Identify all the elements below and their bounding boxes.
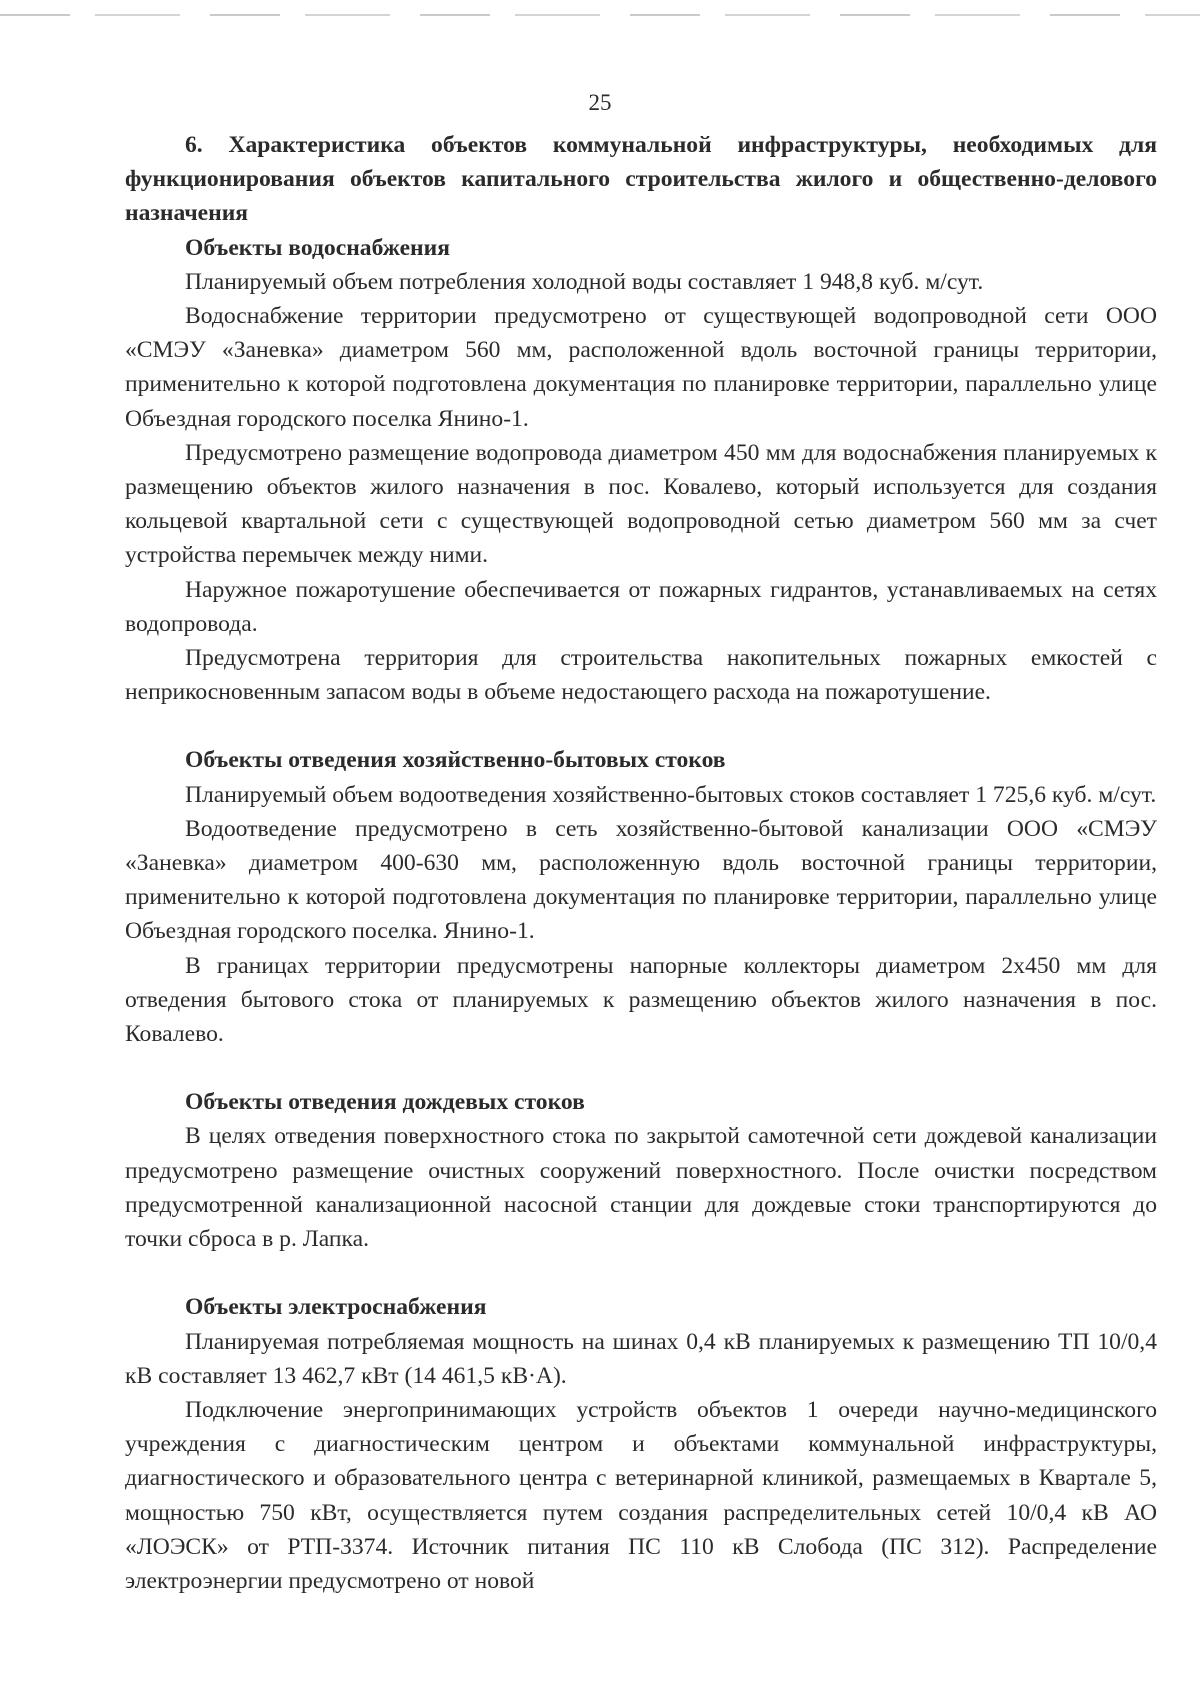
paragraph: Планируемый объем потребления холодной воды составляет 1 948,8 куб. м/сут. [185, 268, 984, 295]
paragraph: В целях отведения поверхностного стока по закрытой самотечной сети дождевой канализации предусмотрено размещение очистных сооружений поверхностного. После очистки посредством предусмотренной канализационной насосной станции для дождевые стоки транспортируются до точки сброса в р. Лапка. [125, 1123, 1157, 1253]
scan-edge-artifact [0, 14, 1200, 16]
paragraph: Водоснабжение территории предусмотрено от существующей водопроводной сети ООО «СМЭУ «Заневка» диаметром 560 мм, расположенной вдоль восточной границы территории, применительно к которой подготовлена документация по планировке территории, параллельно улице Объездная городского поселка Янино-1. [125, 303, 1157, 432]
paragraph: Наружное пожаротушение обеспечивается от пожарных гидрантов, устанавливаемых на сетях водопровода. [125, 576, 1157, 637]
paragraph: Планируемая потребляемая мощность на шинах 0,4 кВ планируемых к размещению ТП 10/0,4 кВ составляет 13 462,7 кВт (14 461,5 кВ·А). [125, 1328, 1157, 1389]
paragraph: Предусмотрено размещение водопровода диаметром 450 мм для водоснабжения планируемых к размещению объектов жилого назначения в пос. Ковалево, который используется для создания кольцевой квартальной сети с существующей водопроводной сетью диаметром 560 мм за счет устройства перемычек между ними. [125, 439, 1157, 569]
paragraph: В границах территории предусмотрены напорные коллекторы диаметром 2х450 мм для отведения бытового стока от планируемых к размещению объектов жилого назначения в пос. Ковалево. [125, 952, 1157, 1048]
document-body [125, 128, 1157, 1598]
subheading-power-supply: Объекты электроснабжения [185, 1294, 487, 1321]
section-title: 6. Характеристика объектов коммунальной инфраструктуры, необходимых для функционирования объектов капитального строительства жилого и общественно-делового назначения [125, 132, 1157, 227]
subheading-water-supply: Объекты водоснабжения [185, 234, 451, 261]
paragraph: Подключение энергопринимающих устройств объектов 1 очереди научно-медицинского учреждения с диагностическим центром и объектами коммунальной инфраструктуры, диагностического и образовательного центра с ветеринарной клиникой, размещаемых в Квартале 5, мощностью 750 кВт, осуществляется путем создания распределительных сетей 10/0,4 кВ АО «ЛОЭСК» от РТП-3374. Источник питания ПС 110 кВ Слобода (ПС 312). Распределение электроэнергии предусмотрено от новой [125, 1396, 1157, 1594]
subheading-storm-water: Объекты отведения дождевых стоков [185, 1089, 585, 1116]
paragraph: Предусмотрена территория для строительства накопительных пожарных емкостей с неприкосновенным запасом воды в объеме недостающего расхода на пожаротушение. [125, 645, 1157, 706]
paragraph: Планируемый объем водоотведения хозяйственно-бытовых стоков составляет 1 725,6 куб. м/сут. [185, 781, 1157, 808]
subheading-household-sewage: Объекты отведения хозяйственно-бытовых стоков [185, 747, 726, 774]
page-number: 25 [588, 90, 612, 115]
paragraph: Водоотведение предусмотрено в сеть хозяйственно-бытовой канализации ООО «СМЭУ «Заневка» диаметром 400-630 мм, расположенную вдоль восточной границы территории, применительно к которой подготовлена документация по планировке территории, параллельно улице Объездная городского поселка. Янино-1. [125, 815, 1157, 945]
